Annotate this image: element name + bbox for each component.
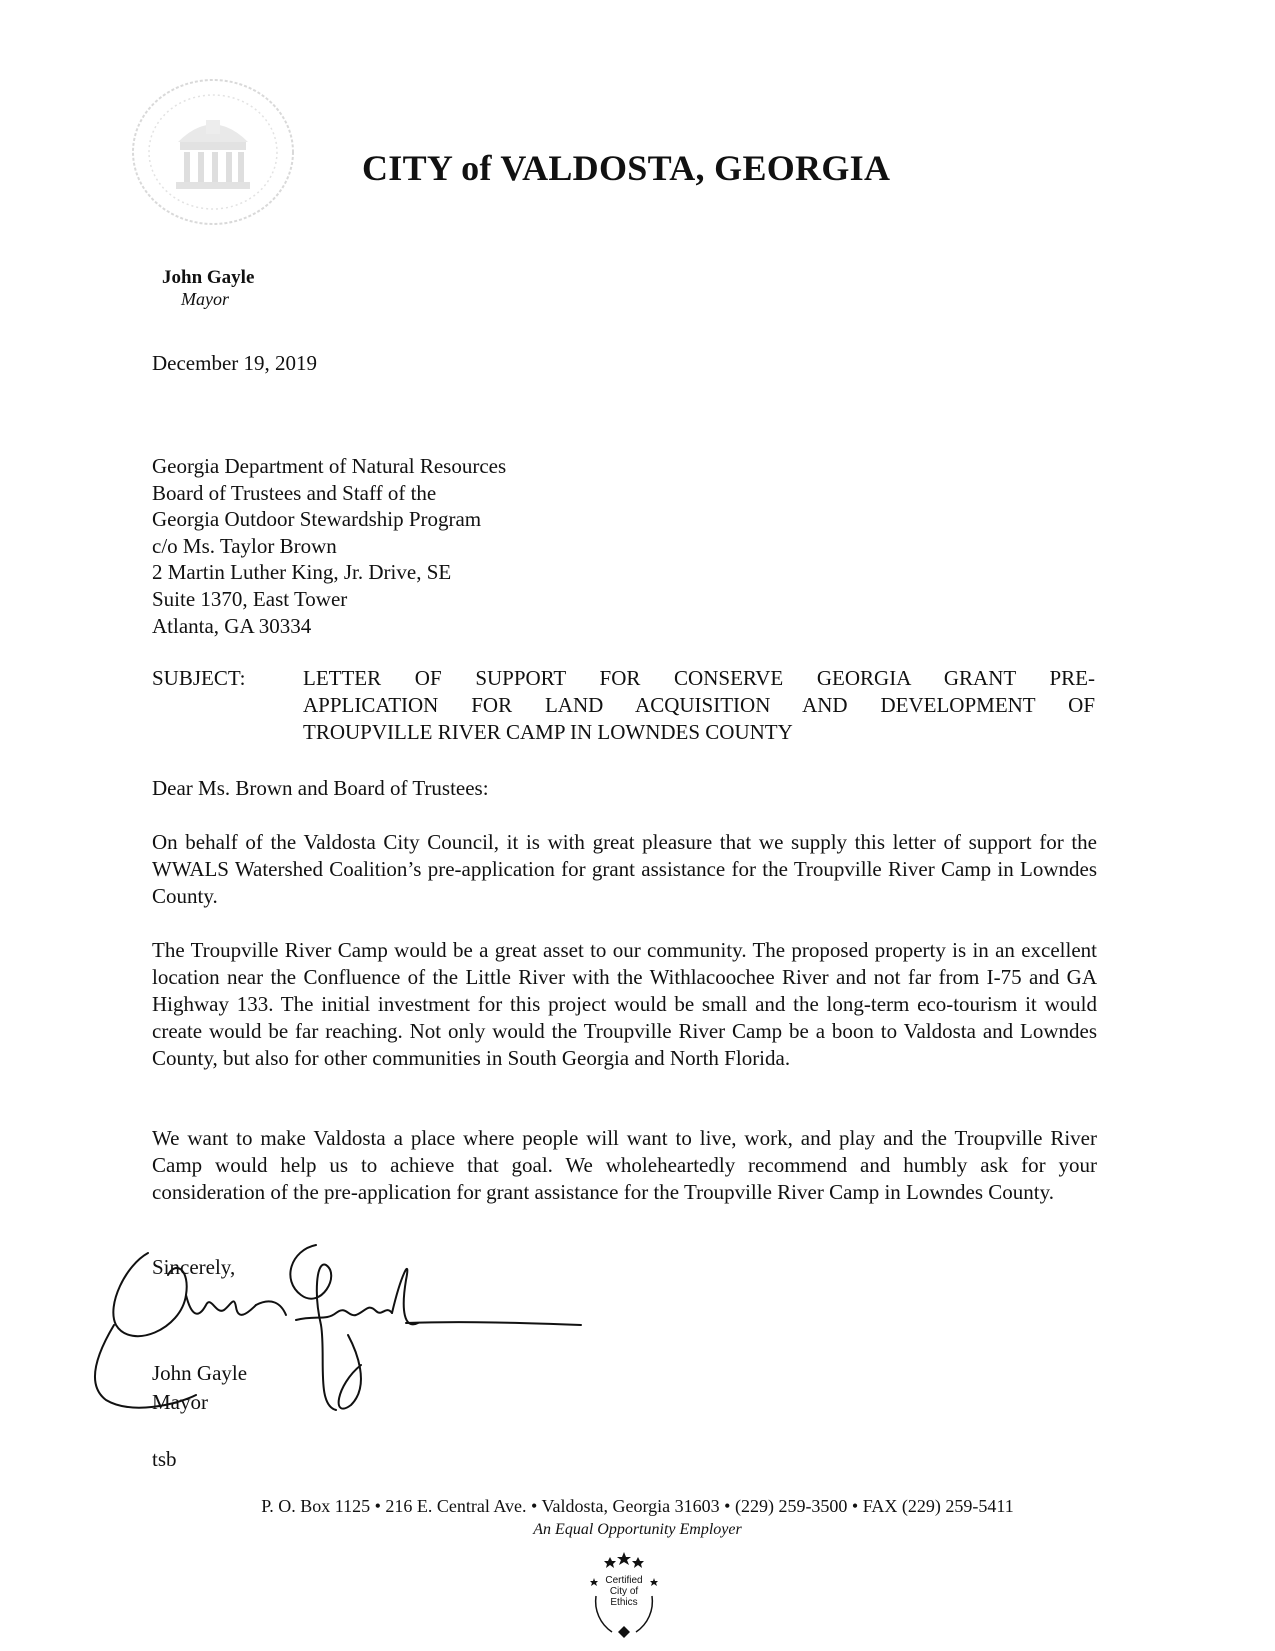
recipient-line: Georgia Outdoor Stewardship Program [152,507,482,532]
footer-address: P. O. Box 1125 • 216 E. Central Ave. • Valdosta, Georgia 31603 • (229) 259-3500 • FAX (229) 259-5411 [261,1496,1014,1516]
body-paragraph: On behalf of the Valdosta City Council, it is with great pleasure that we supply this letter of support for the WWALS Watershed Coalition’s pre-application for grant assistance for the Troupville River Camp in Lowndes County. [152,830,1097,908]
typist-initials: tsb [152,1447,177,1471]
subject-line: TROUPVILLE RIVER CAMP IN LOWNDES COUNTY [303,720,793,744]
recipient-line: Georgia Department of Natural Resources [152,454,507,478]
signatory-name: John Gayle [152,1361,248,1385]
subject-label: SUBJECT: [152,666,246,690]
body-paragraph: The Troupville River Camp would be a great asset to our community. The proposed property is in an excellent location near the Confluence of the Little River with the Withlacoochee River and not far from I-75 and GA Highway 133. The initial investment for this project would be small and the long-term eco-tourism it would create would be far reaching. Not only would the Troupville River Camp be a boon to Valdosta and Lowndes County, but also for other communities in South Georgia and North Florida. [152,938,1097,1070]
ethics-badge-line: City of [609,1586,639,1597]
city-seal-icon [118,72,308,232]
recipient-line: Board of Trustees and Staff of the [152,480,437,505]
recipient-line: c/o Ms. Taylor Brown [152,533,337,558]
subject-text [303,665,1095,746]
letterhead-title: CITY of VALDOSTA, GEORGIA [362,148,891,188]
body-paragraph: We want to make Valdosta a place where people will want to live, work, and play and the Troupville River Camp would help us to achieve that goal. We wholeheartedly recommend and humbly ask for your consideration of the pre-application for grant assistance for the Troupville River Camp in Lowndes County. [152,1126,1097,1204]
recipient-line: 2 Martin Luther King, Jr. Drive, SE [152,560,452,585]
signatory-title: Mayor [152,1390,208,1414]
subject-line: APPLICATION FOR LAND ACQUISITION AND DEVELOPMENT OF [303,693,1095,717]
recipient-line: Suite 1370, East Tower [152,586,348,611]
recipient-line: Atlanta, GA 30334 [152,613,312,638]
salutation: Dear Ms. Brown and Board of Trustees: [152,776,489,800]
footer-eoe: An Equal Opportunity Employer [533,1521,742,1538]
valediction: Sincerely, [152,1255,236,1279]
handwritten-signature [86,1235,626,1425]
letter-date: December 19, 2019 [152,351,318,375]
ethics-badge-line: Ethics [610,1597,638,1608]
recipient-address [152,453,506,639]
letterhead-mayor-name: John Gayle [162,267,255,288]
subject-line: LETTER OF SUPPORT FOR CONSERVE GEORGIA GRANT PRE- [303,666,1095,690]
letterhead-mayor-title: Mayor [181,289,229,309]
ethics-badge-line: Certified [605,1575,643,1586]
